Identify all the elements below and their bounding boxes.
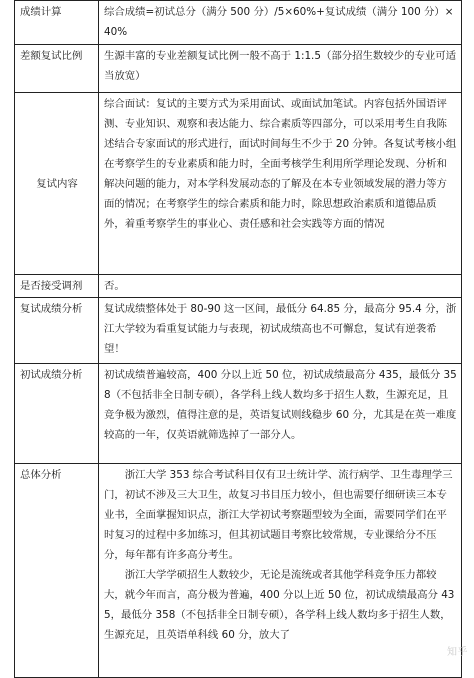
- table-row: [15, 93, 462, 275]
- row-label-initial-analysis: 初试成绩分析: [15, 364, 99, 464]
- row-content-retest-analysis: [99, 298, 462, 364]
- table-row: [15, 364, 462, 464]
- row-label-overall-analysis: 总体分析: [15, 464, 99, 678]
- row-content-overall-analysis: [99, 464, 462, 678]
- content-paragraph: 生源丰富的专业差额复试比例一般不高于 1:1.5（部分招生数较少的专业可适当放宽）: [104, 50, 457, 82]
- content-paragraph: 综合面试：复试的主要方式为采用面试、或面试加笔试。内容包括外国语评测、专业知识、观察和表达能力、综合素质等四部分，可以采用考生自我陈述结合专家面试的形式进行，面试时间每生不少于 20 分钟。各复试考核小组在考察学生的专业素质和能力时，全面考核学生利用所学理论发现、分析和解决问题的能力，对本学科发展动态的了解及在本专业领域发展的潜力等方面的情况；在考察学生的综合素质和能力时，除思想政治素质和道德品质外，着重考察学生的事业心、责任感和社会实践等方面的情况: [104, 98, 457, 230]
- table-row: [15, 45, 462, 93]
- content-paragraph: 初试成绩普遍较高，400 分以上近 50 位，初试成绩最高分 435，最低分 358（不包括非全日制专硕），各学科上线人数均多于招生人数，生源充足，且竞争极为激烈，值得注意的是，英语复试则线稳步 60 分，尤其是在英一难度较高的一年，仅英语就筛选掉了一部分人。: [104, 369, 457, 441]
- row-content-score-calculation: [99, 1, 462, 45]
- content-paragraph: 浙江大学学硕招生人数较少，无论是流统或者其他学科竞争压力都较大，就今年而言，高分极为普遍，400 分以上近 50 位，初试成绩最高分 435，最低分 358（不包括非全日制专硕），各学科上线人数均多于招生人数，生源充足，且英语单科线 60 分，放大了: [104, 569, 455, 641]
- row-label-adjustment: 是否接受调剂: [15, 275, 99, 298]
- content-paragraph: 综合成绩=初试总分（满分 500 分）/5×60%+复试成绩（满分 100 分）×40%: [104, 6, 454, 38]
- content-paragraph: 复试成绩整体处于 80-90 这一区间，最低分 64.85 分，最高分 95.4 分，浙江大学较为看重复试能力与表现，初试成绩高也不可懈怠，复试有逆袭希望！: [104, 303, 457, 355]
- row-content-initial-analysis: [99, 364, 462, 464]
- row-label-retest-ratio: 差额复试比例: [15, 45, 99, 93]
- content-paragraph: 浙江大学 353 综合考试科目仅有卫士统计学、流行病学、卫生毒理学三门，初试不涉及三大卫生，故复习书目压力较小，但也需要仔细研读三本专业书，全面掌握知识点，浙江大学初试考察题型较为全面，需要同学们在平时复习的过程中多加练习，但其初试题目考察比较常规，专业课给分不压分，每年都有许多高分考生。: [104, 469, 453, 561]
- row-content-retest-ratio: [99, 45, 462, 93]
- table-row: [15, 1, 462, 45]
- content-paragraph: 否。: [104, 280, 125, 292]
- row-content-adjustment: [99, 275, 462, 298]
- row-label-retest-analysis: 复试成绩分析: [15, 298, 99, 364]
- row-label-score-calculation: 成绩计算: [15, 1, 99, 45]
- table-row: [15, 298, 462, 364]
- row-content-retest-content: [99, 93, 462, 275]
- table-row: [15, 464, 462, 678]
- table-row: [15, 275, 462, 298]
- watermark: 知乎: [447, 647, 468, 658]
- row-label-retest-content: 复试内容: [15, 93, 99, 275]
- admission-info-table: [14, 0, 462, 678]
